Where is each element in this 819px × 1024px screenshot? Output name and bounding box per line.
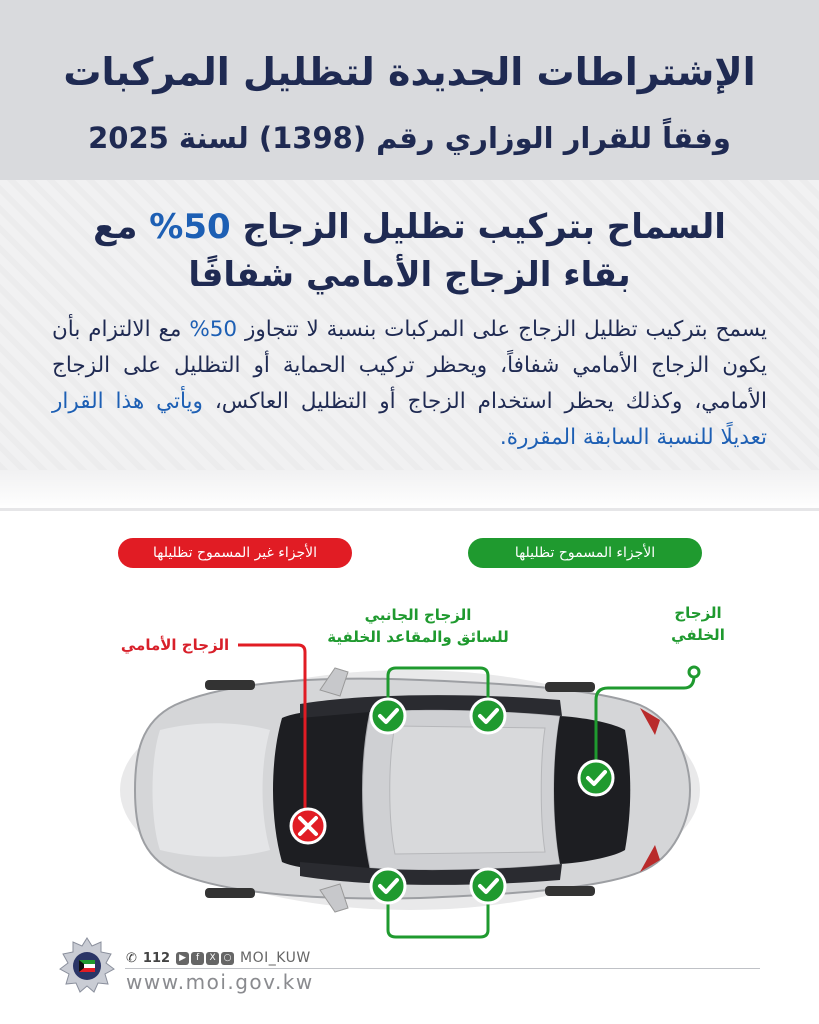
police-emblem-icon — [58, 936, 116, 998]
x-icon[interactable]: X — [206, 952, 219, 965]
phone-icon: ✆ — [126, 950, 137, 966]
heading-percent: 50% — [149, 207, 231, 247]
body-amendment-note: ويأتي هذا القرار تعديلًا للنسبة السابقة المقررة. — [52, 389, 767, 450]
legend-not-allowed-badge: الأجزاء غير المسموح تظليلها — [118, 538, 352, 568]
windshield-glass — [273, 710, 370, 870]
rear-allowed-icon — [579, 761, 613, 795]
legend-allowed-badge: الأجزاء المسموح تظليلها — [468, 538, 702, 568]
car-diagram — [0, 560, 819, 950]
side-allowed-icon-bottom-left — [371, 869, 405, 903]
header-banner — [0, 0, 819, 180]
heading-text-2: مع — [93, 207, 150, 247]
side-allowed-icon-bottom-right — [471, 869, 505, 903]
wheel-rear-right — [545, 886, 595, 896]
callout-front-glass: الزجاج الأمامي — [120, 636, 230, 654]
connector-rear-dot — [689, 667, 699, 677]
callout-side-line-2: للسائق والمقاعد الخلفية — [327, 628, 509, 646]
social-handle: MOI_KUW — [240, 950, 311, 966]
wheel-front-right — [205, 888, 255, 898]
wheel-rear-left — [545, 682, 595, 692]
body-paragraph — [52, 312, 767, 456]
side-allowed-icon-top-right — [471, 699, 505, 733]
body-text-2: مع الالتزام بأن يكون الزجاج الأمامي شفافاً، ويحظر تركيب الحماية أو التظليل على الزجاج الأمامي، وكذلك يحظر استخدام الزجاج أو التظليل العاكس، — [52, 317, 767, 414]
social-icons — [176, 952, 234, 965]
body-percent: 50% — [189, 317, 238, 342]
body-text-1: يسمح بتركيب تظليل الزجاج على المركبات بنسبة لا تتجاوز — [237, 317, 767, 342]
page-subtitle: وفقاً للقرار الوزاري رقم (1398) لسنة 2025 — [88, 121, 731, 155]
section-heading — [40, 203, 779, 299]
callout-rear-line-1: الزجاج — [674, 604, 722, 622]
instagram-icon[interactable]: ○ — [221, 952, 234, 965]
front-not-allowed-icon — [291, 809, 325, 843]
wheel-front-left — [205, 680, 255, 690]
side-allowed-icon-top-left — [371, 699, 405, 733]
callout-rear-line-2: الخلفي — [671, 626, 725, 644]
section-divider — [0, 508, 819, 511]
phone-number: 112 — [142, 950, 171, 966]
sunroof — [390, 726, 545, 854]
background-fade — [0, 470, 819, 510]
callout-side-line-1: الزجاج الجانبي — [364, 606, 472, 624]
youtube-icon[interactable]: ▶ — [176, 952, 189, 965]
heading-line-2: بقاء الزجاج الأمامي شفافًا — [188, 255, 631, 295]
car-hood — [153, 723, 271, 857]
page-title: الإشتراطات الجديدة لتظليل المركبات — [63, 50, 756, 94]
facebook-icon[interactable]: f — [191, 952, 204, 965]
website-link[interactable]: www.moi.gov.kw — [126, 970, 314, 994]
footer-divider — [125, 968, 760, 969]
heading-text-1: السماح بتركيب تظليل الزجاج — [230, 207, 726, 247]
footer-contact — [126, 950, 311, 966]
